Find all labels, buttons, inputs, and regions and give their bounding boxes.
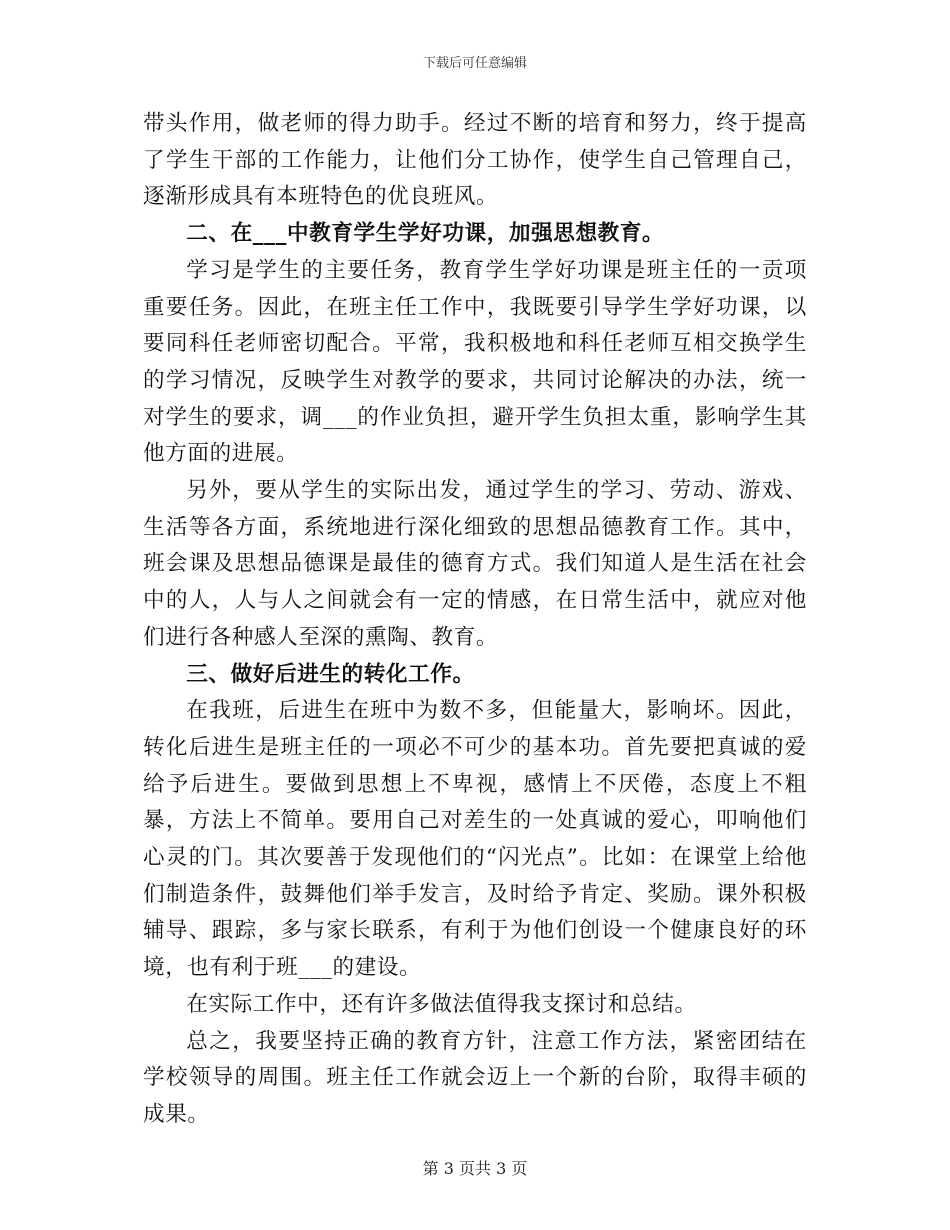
- page-header: 下载后可任意编辑: [422, 56, 527, 71]
- paragraph-continued: 带头作用，做老师的得力助手。经过不断的培育和努力，终于提高了学生干部的工作能力，让他们分工协作，使学生自己管理自己，逐渐形成具有本班特色的优良班风。: [143, 111, 807, 210]
- document-body: [143, 106, 807, 1134]
- paragraph: 在实际工作中，还有许多做法值得我支探讨和总结。: [186, 991, 697, 1017]
- paragraph: 在我班，后进生在班中为数不多，但能量大，影响坏。因此，转化后进生是班主任的一项必不可少的基本功。首先要把真诚的爱给予后进生。要做到思想上不卑视，感情上不厌倦，态度上不粗暴，方法上不简单。要用自己对差生的一处真诚的爱心，叩响他们心灵的门。其次要善于发现他们的“闪光点”。比如：在课堂上给他们制造条件，鼓舞他们举手发言，及时给予肯定、奖励。课外积极辅导、跟踪，多与家长联系，有利于为他们创设一个健康良好的环境，也有利于班___的建设。: [143, 698, 807, 981]
- section-heading-3: 三、做好后进生的转化工作。: [186, 661, 475, 687]
- paragraph: 另外，要从学生的实际出发，通过学生的学习、劳动、游戏、生活等各方面，系统地进行深化细致的思想品德教育工作。其中，班会课及思想品德课是最佳的德育方式。我们知道人是生活在社会中的人，人与人之间就会有一定的情感，在日常生活中，就应对他们进行各种感人至深的熏陶、教育。: [143, 478, 807, 650]
- paragraph: 学习是学生的主要任务，教育学生学好功课是班主任的一贡项重要任务。因此，在班主任工作中，我既要引导学生学好功课，以要同科任老师密切配合。平常，我积极地和科任老师互相交换学生的学习情况，反映学生对教学的要求，共同讨论解决的办法，统一对学生的要求，调___的作业负担，避开学生负担太重，影响学生其他方面的进展。: [143, 257, 807, 467]
- section-heading-2: 二、在___中教育学生学好功课，加强思想教育。: [186, 221, 665, 247]
- page-footer: 第 3 页共 3 页: [422, 1159, 528, 1178]
- paragraph: 总之，我要坚持正确的教育方针，注意工作方法，紧密团结在学校领导的周围。班主任工作就会迈上一个新的台阶，取得丰硕的成果。: [143, 1028, 807, 1127]
